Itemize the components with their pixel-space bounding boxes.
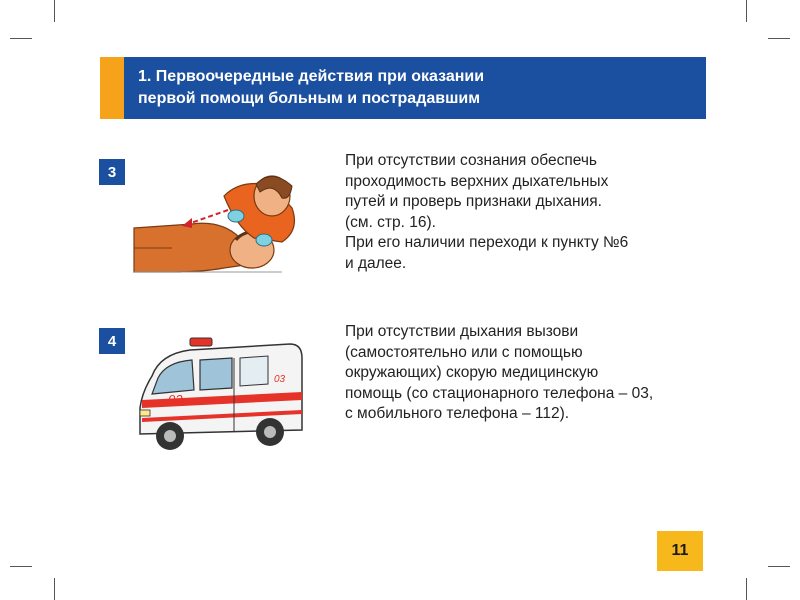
crop-mark <box>10 566 32 567</box>
crop-mark <box>10 38 32 39</box>
instruction-line: помощь (со стационарного телефона – 03, <box>345 384 654 402</box>
instruction-line: (самостоятельно или с помощью <box>345 343 583 361</box>
step-4-instructions <box>345 322 715 425</box>
ambulance-side-label: 03 <box>274 374 286 385</box>
step-number-badge: 4 <box>99 328 125 354</box>
instruction-line: окружающих) скорую медицинскую <box>345 364 599 381</box>
instruction-line: (см. стр. 16). <box>345 213 436 231</box>
instruction-line: путей и проверь признаки дыхания. <box>345 193 602 210</box>
crop-mark <box>746 578 747 600</box>
section-title-line-1: 1. Первоочередные действия при оказании <box>138 68 485 85</box>
instruction-line: При отсутствии дыхания вызови <box>345 323 579 340</box>
section-title <box>138 66 698 110</box>
section-title-line-2: первой помощи больным и пострадавшим <box>138 90 481 107</box>
instruction-line: проходимость верхних дыхательных <box>345 172 609 190</box>
header-accent-bar <box>100 57 124 119</box>
instruction-line: и далее. <box>345 254 407 272</box>
ambulance-label: 03 <box>168 392 183 407</box>
page-number-badge: 11 <box>657 531 703 571</box>
rescuer-checking-breathing-illustration <box>132 168 310 280</box>
crop-mark <box>768 566 790 567</box>
instruction-line: с мобильного телефона – 112). <box>345 405 570 422</box>
crop-mark <box>54 0 55 22</box>
crop-mark <box>746 0 747 22</box>
ambulance-van-illustration <box>130 334 310 464</box>
instruction-line: При отсутствии сознания обеспечь <box>345 152 597 169</box>
step-number-badge: 3 <box>99 159 125 185</box>
instruction-line: При его наличии переходи к пункту №6 <box>345 234 629 251</box>
step-3-instructions <box>345 151 715 274</box>
crop-mark <box>768 38 790 39</box>
crop-mark <box>54 578 55 600</box>
